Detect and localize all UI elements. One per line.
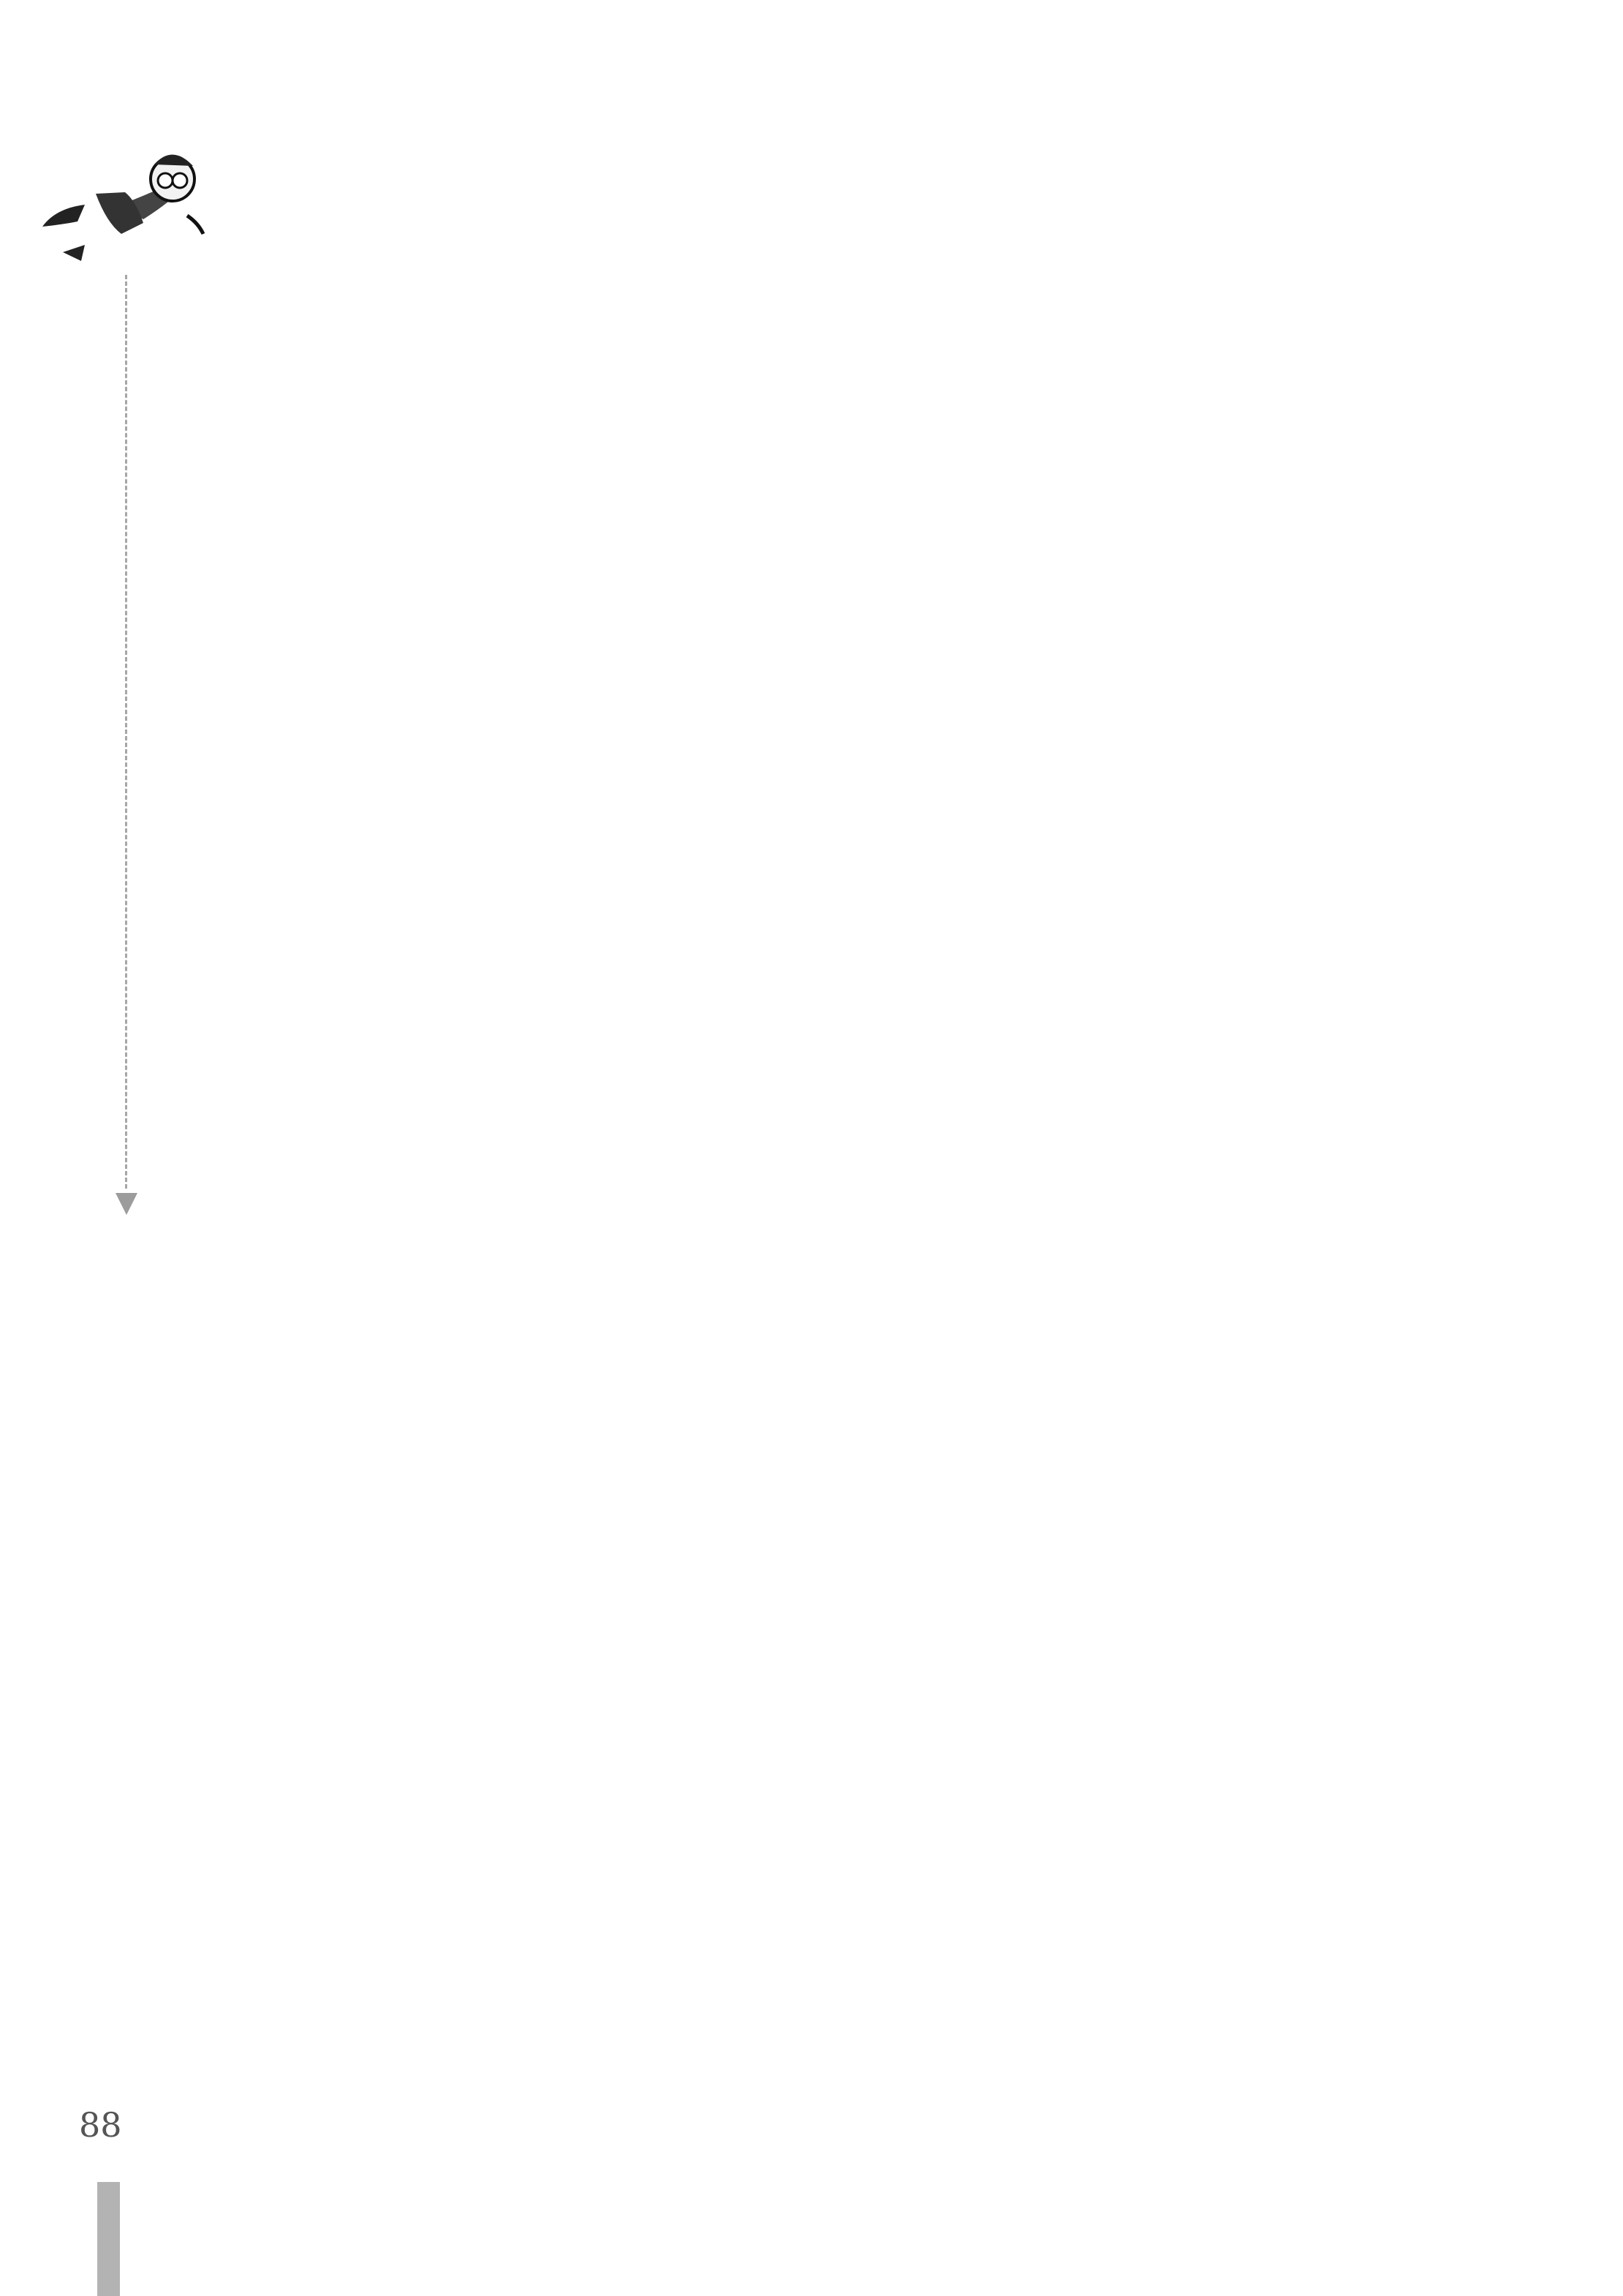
- paragraph-column: [525, 232, 561, 2104]
- paragraph-column: [360, 232, 396, 2104]
- paragraph-column: [232, 232, 269, 2104]
- paragraph-column: [964, 232, 1000, 2104]
- page-number: 88: [79, 2105, 122, 2145]
- paragraph-column: [689, 232, 726, 2104]
- paragraph-column: [579, 232, 616, 2104]
- paragraph-column: [1128, 232, 1165, 2104]
- paragraph-column: [1018, 232, 1055, 2104]
- paragraph-column: [854, 232, 890, 2104]
- paragraph-column: [469, 232, 506, 2104]
- paragraph-column: [1073, 232, 1110, 2104]
- paragraph-column: [291, 232, 328, 2104]
- paragraph-column: [1183, 232, 1219, 2104]
- paragraph-column: [909, 232, 945, 2104]
- paragraph-column: [634, 232, 670, 2104]
- paragraph-column: [418, 232, 455, 2104]
- paragraph-column: [744, 232, 781, 2104]
- paragraph-column: [799, 232, 836, 2104]
